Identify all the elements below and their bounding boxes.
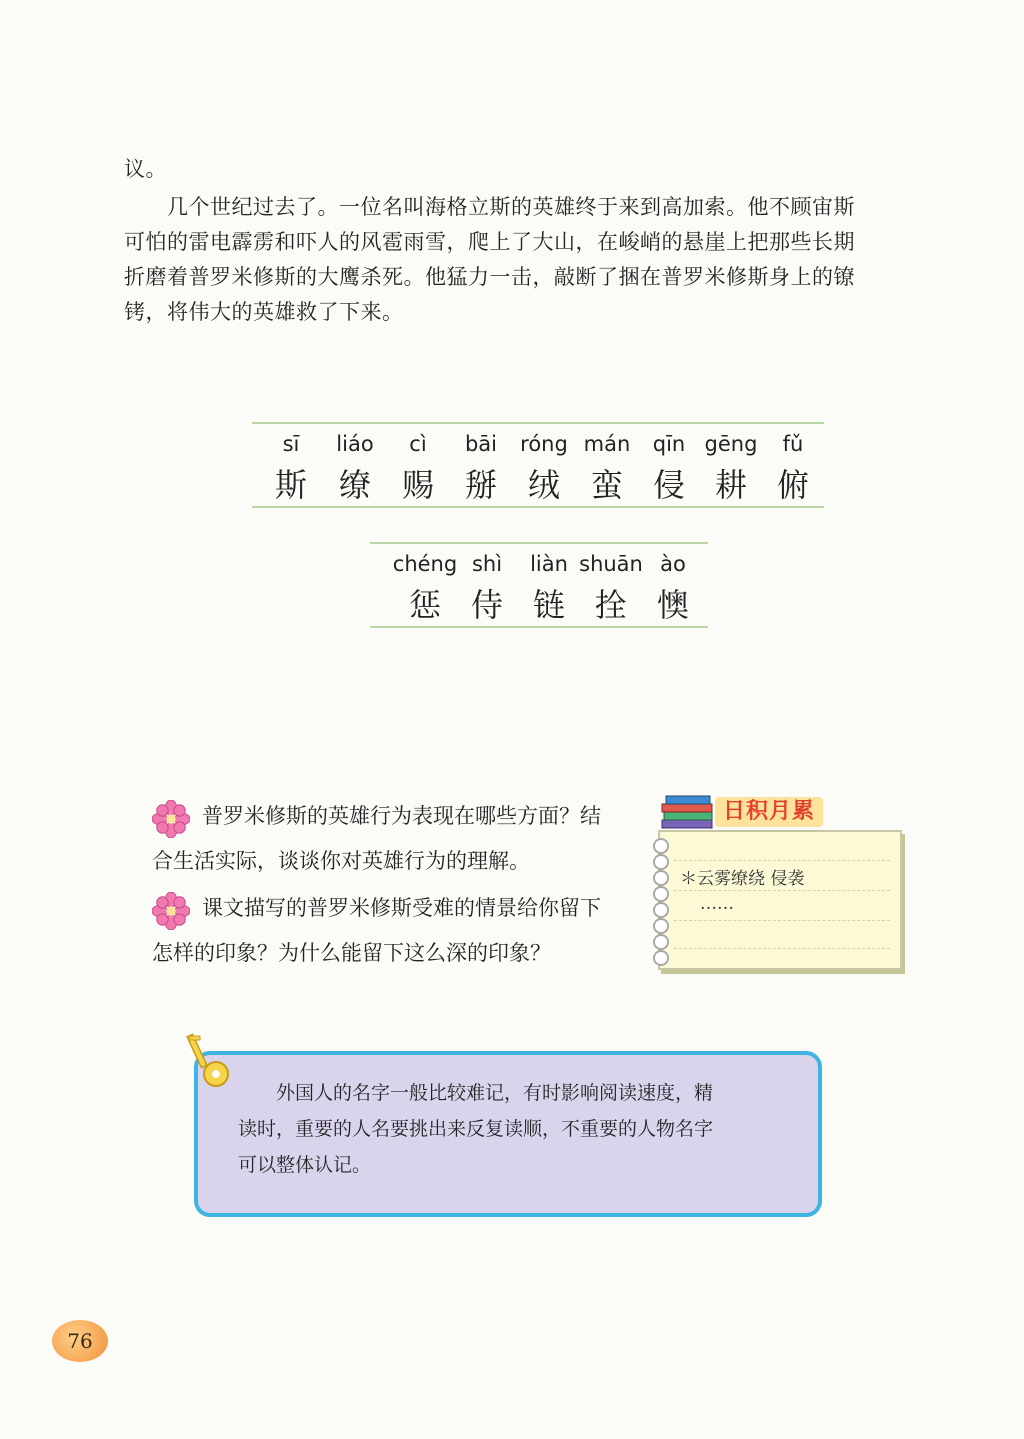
pinyin: fǔ <box>782 432 804 456</box>
question-line: 怎样的印象？为什么能留下这么深的印象？ <box>152 941 551 965</box>
hanzi: 俯 <box>776 466 809 504</box>
ring-icon <box>653 854 669 870</box>
hanzi: 链 <box>532 586 565 624</box>
hanzi: 懊 <box>656 586 689 624</box>
note-rule <box>674 948 890 949</box>
hanzi: 侵 <box>652 466 685 504</box>
paragraph-line: 可怕的雷电霹雳和吓人的风雹雨雪，爬上了大山，在峻峭的悬崖上把那些长期 <box>124 230 855 254</box>
hanzi: 赐 <box>401 466 434 504</box>
hanzi: 侍 <box>470 586 503 624</box>
vocab-box-2 <box>370 542 708 628</box>
hanzi: 惩 <box>408 586 441 624</box>
note-card <box>658 830 902 970</box>
question-line: 课文描写的普罗米修斯受难的情景给你留下 <box>202 896 601 920</box>
ring-icon <box>653 934 669 950</box>
note-rule <box>674 920 890 921</box>
page-number: 76 <box>52 1320 108 1362</box>
question-2 <box>152 886 652 976</box>
hanzi: 斯 <box>274 466 307 504</box>
hanzi: 耕 <box>714 466 747 504</box>
ring-icon <box>653 902 669 918</box>
note-ellipsis: …… <box>700 894 734 914</box>
vocab-box-1 <box>252 422 824 508</box>
note-rule <box>674 860 890 861</box>
hanzi: 缭 <box>338 466 371 504</box>
badge-daily-accumulation: 日积月累 <box>715 797 823 827</box>
books-icon <box>660 794 716 830</box>
tip-line: 可以整体认记。 <box>238 1154 372 1176</box>
hanzi: 拴 <box>594 586 627 624</box>
ring-icon <box>653 838 669 854</box>
paragraph-line: 铐，将伟大的英雄救了下来。 <box>124 300 404 324</box>
hanzi: 掰 <box>464 466 497 504</box>
paragraph-rescue <box>124 190 900 330</box>
hanzi: 绒 <box>527 466 560 504</box>
question-line: 合生活实际，谈谈你对英雄行为的理解。 <box>152 849 530 873</box>
pinyin: chéng <box>392 552 458 576</box>
pinyin: sī <box>282 432 300 456</box>
ring-icon <box>653 870 669 886</box>
pinyin: liàn <box>530 552 568 576</box>
tip-box <box>194 1051 822 1217</box>
hanzi: 蛮 <box>590 466 623 504</box>
pinyin: gēng <box>704 432 758 456</box>
pinyin: shuān <box>579 552 643 576</box>
tip-text <box>238 1075 798 1183</box>
paragraph-line: 折磨着普罗米修斯的大鹰杀死。他猛力一击，敲断了捆在普罗米修斯身上的镣 <box>124 265 855 289</box>
tip-line: 读时，重要的人名要挑出来反复读顺，不重要的人物名字 <box>238 1118 714 1140</box>
pinyin: róng <box>520 432 568 456</box>
note-rule <box>674 890 890 891</box>
paragraph-line: 几个世纪过去了。一位名叫海格立斯的英雄终于来到高加索。他不顾宙斯 <box>124 195 855 219</box>
tip-line: 外国人的名字一般比较难记，有时影响阅读速度，精 <box>238 1082 714 1104</box>
paragraph-ending: 议。 <box>124 157 167 181</box>
question-1 <box>152 794 652 884</box>
pinyin: cì <box>409 432 427 456</box>
key-icon <box>186 1030 238 1092</box>
question-line: 普罗米修斯的英雄行为表现在哪些方面？结 <box>202 804 601 828</box>
pinyin: liáo <box>336 432 374 456</box>
pinyin: shì <box>471 552 503 576</box>
pinyin: ào <box>660 552 686 576</box>
ring-icon <box>653 886 669 902</box>
pinyin: mán <box>583 432 631 456</box>
pinyin: bāi <box>464 432 498 456</box>
ring-icon <box>653 950 669 966</box>
note-item: ＊云雾缭绕 侵袭 <box>680 869 805 889</box>
pinyin: qīn <box>652 432 686 456</box>
ring-icon <box>653 918 669 934</box>
